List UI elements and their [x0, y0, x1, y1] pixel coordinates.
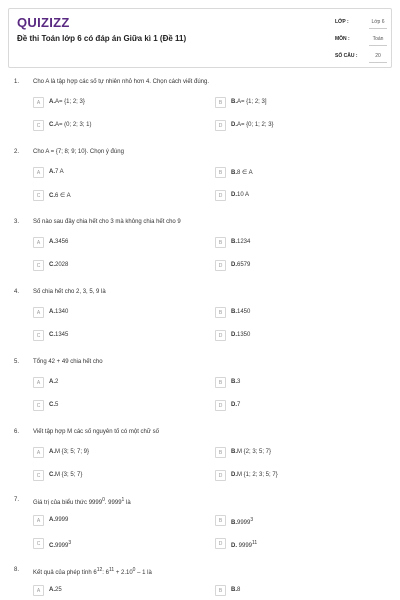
- page-title: Đề thi Toán lớp 6 có đáp án Giữa kì 1 (Đề 11): [17, 34, 187, 43]
- option-prefix: B.: [231, 309, 237, 315]
- option-text: 6 ∈ A: [55, 193, 71, 199]
- question-text: Cho A là tập hợp các số tự nhiên nhỏ hơn 4. Chọn cách viết đúng.: [33, 79, 210, 85]
- option-letter: B: [215, 307, 226, 318]
- option-text: 7 A: [55, 169, 64, 175]
- question-4: [0, 289, 400, 359]
- text-part: Kết quả của phép tính 6: [33, 570, 97, 576]
- option-letter: D: [215, 470, 226, 481]
- meta-label: MÔN :: [335, 36, 350, 42]
- option-text: 1345: [55, 332, 69, 338]
- question-2: [0, 149, 400, 219]
- option-letter: B: [215, 237, 226, 248]
- option-prefix: D.: [231, 332, 237, 338]
- superscript: 0: [102, 497, 105, 503]
- text-part: + 2.10: [114, 570, 133, 576]
- question-text: [33, 567, 152, 576]
- option-text: 9999: [237, 543, 253, 549]
- question-3: [0, 219, 400, 289]
- text-part: – 1 là: [135, 570, 152, 576]
- option-text: 1340: [55, 309, 69, 315]
- text-part: là: [124, 500, 131, 506]
- option-prefix: A.: [49, 169, 55, 175]
- option-letter: A: [33, 237, 44, 248]
- option-letter: B: [215, 167, 226, 178]
- option-text: 9999: [237, 520, 251, 526]
- option-prefix: C.: [49, 402, 55, 408]
- option-prefix: D.: [231, 543, 237, 549]
- option-letter: C: [33, 538, 44, 549]
- question-text: Số nào sau đây chia hết cho 3 mà không chia hết cho 9: [33, 219, 181, 225]
- option-prefix: C.: [49, 332, 55, 338]
- option-prefix: A.: [49, 449, 55, 455]
- meta-info: [335, 17, 387, 68]
- superscript: 0: [132, 567, 136, 573]
- option-letter: C: [33, 470, 44, 481]
- option-text: M {3; 5; 7; 9}: [55, 449, 90, 455]
- question-1: [0, 79, 400, 149]
- option-text: M {3; 5; 7}: [55, 472, 83, 478]
- option-letter: A: [33, 515, 44, 526]
- option-prefix: C.: [49, 262, 55, 268]
- option-prefix: B.: [231, 379, 237, 385]
- text-part: . 9999: [104, 500, 122, 506]
- meta-label: LỚP :: [335, 19, 349, 25]
- question-6: [0, 429, 400, 499]
- option-letter: D: [215, 120, 226, 131]
- option-letter: B: [215, 585, 226, 596]
- option-prefix: B.: [231, 520, 237, 526]
- question-number: 8.: [14, 567, 20, 573]
- meta-label: SỐ CÂU :: [335, 53, 358, 59]
- option-text: 7: [237, 402, 241, 408]
- question-7: [0, 497, 400, 567]
- question-text: Số chia hết cho 2, 3, 5, 9 là: [33, 289, 106, 295]
- option-prefix: D.: [231, 472, 237, 478]
- question-text: Cho A = {7; 8; 9; 10}. Chọn ý đúng: [33, 149, 124, 155]
- option-letter: C: [33, 330, 44, 341]
- option-prefix: C.: [49, 472, 55, 478]
- option-letter: A: [33, 447, 44, 458]
- option-prefix: B.: [231, 170, 237, 176]
- option-prefix: A.: [49, 309, 55, 315]
- superscript: 1: [121, 497, 125, 503]
- question-8: [0, 567, 400, 600]
- option-letter: A: [33, 97, 44, 108]
- question-number: 7.: [14, 497, 20, 503]
- option-text: 2: [55, 379, 59, 385]
- option-prefix: D.: [231, 262, 237, 268]
- superscript: 3: [250, 517, 254, 523]
- option-letter: A: [33, 307, 44, 318]
- option-letter: D: [215, 190, 226, 201]
- option-prefix: D.: [231, 192, 237, 198]
- option-prefix: C.: [49, 122, 55, 128]
- superscript: 12: [96, 567, 103, 573]
- meta-value: Lớp 6: [369, 19, 387, 29]
- question-number: 1.: [14, 79, 20, 85]
- superscript: 3: [68, 540, 72, 546]
- question-number: 4.: [14, 289, 20, 295]
- option-prefix: A.: [49, 239, 55, 245]
- option-text: 8 ∈ A: [237, 170, 253, 176]
- question-number: 6.: [14, 429, 20, 435]
- option-letter: B: [215, 97, 226, 108]
- option-prefix: C.: [49, 543, 55, 549]
- option-letter: A: [33, 377, 44, 388]
- option-letter: D: [215, 400, 226, 411]
- superscript: 11: [108, 567, 115, 573]
- option-prefix: B.: [231, 239, 237, 245]
- question-number: 5.: [14, 359, 20, 365]
- question-text: Viết tập hợp M các số nguyên tố có một chữ số: [33, 429, 159, 435]
- question-text: Tổng 42 + 49 chia hết cho: [33, 359, 103, 365]
- question-number: 2.: [14, 149, 20, 155]
- question-5: [0, 359, 400, 429]
- question-text: [33, 497, 131, 506]
- option-text: 1450: [237, 309, 251, 315]
- option-text: 3456: [55, 239, 69, 245]
- option-text: A= {0; 1; 2; 3}: [237, 122, 274, 128]
- option-letter: C: [33, 190, 44, 201]
- option-prefix: A.: [49, 517, 55, 523]
- option-text: A= {1; 2; 3]: [237, 99, 267, 105]
- text-part: Giá trị của biểu thức 9999: [33, 500, 103, 506]
- option-letter: D: [215, 330, 226, 341]
- option-text: 1350: [237, 332, 251, 338]
- option-prefix: A.: [49, 587, 55, 593]
- option-letter: A: [33, 585, 44, 596]
- question-number: 3.: [14, 219, 20, 225]
- option-text: 10 A: [237, 192, 250, 198]
- option-text: 6579: [237, 262, 251, 268]
- option-letter: C: [33, 120, 44, 131]
- option-prefix: D.: [231, 402, 237, 408]
- option-letter: A: [33, 167, 44, 178]
- option-text: 1234: [237, 239, 251, 245]
- option-text: 25: [55, 587, 62, 593]
- option-letter: D: [215, 260, 226, 271]
- option-letter: B: [215, 377, 226, 388]
- document-header: [8, 8, 392, 68]
- meta-value: Toán: [369, 36, 387, 46]
- option-text: 2028: [55, 262, 69, 268]
- option-text: A= (0; 2; 3; 1): [55, 122, 92, 128]
- option-prefix: B.: [231, 587, 237, 593]
- text-part: : 6: [102, 570, 109, 576]
- option-prefix: B.: [231, 449, 237, 455]
- meta-row-count: [335, 51, 387, 68]
- option-letter: B: [215, 447, 226, 458]
- option-text: M {1; 2; 3; 5; 7}: [237, 472, 278, 478]
- option-prefix: B.: [231, 99, 237, 105]
- superscript: 11: [252, 540, 258, 546]
- option-letter: C: [33, 260, 44, 271]
- meta-row-class: [335, 17, 387, 34]
- meta-value: 20: [369, 53, 387, 63]
- option-text: M {2; 3; 5; 7}: [237, 449, 272, 455]
- option-text: 3: [237, 379, 241, 385]
- option-text: 9999: [55, 517, 69, 523]
- option-prefix: A.: [49, 379, 55, 385]
- option-text: 8: [237, 587, 241, 593]
- option-prefix: C.: [49, 193, 55, 199]
- option-prefix: A.: [49, 99, 55, 105]
- option-prefix: D.: [231, 122, 237, 128]
- option-text: A= {1; 2; 3}: [55, 99, 85, 105]
- option-text: 9999: [55, 543, 69, 549]
- quizizz-logo: QUIZIZZ: [17, 15, 70, 30]
- meta-row-subject: [335, 34, 387, 51]
- option-letter: D: [215, 538, 226, 549]
- option-text: 5: [55, 402, 59, 408]
- option-letter: C: [33, 400, 44, 411]
- option-letter: B: [215, 515, 226, 526]
